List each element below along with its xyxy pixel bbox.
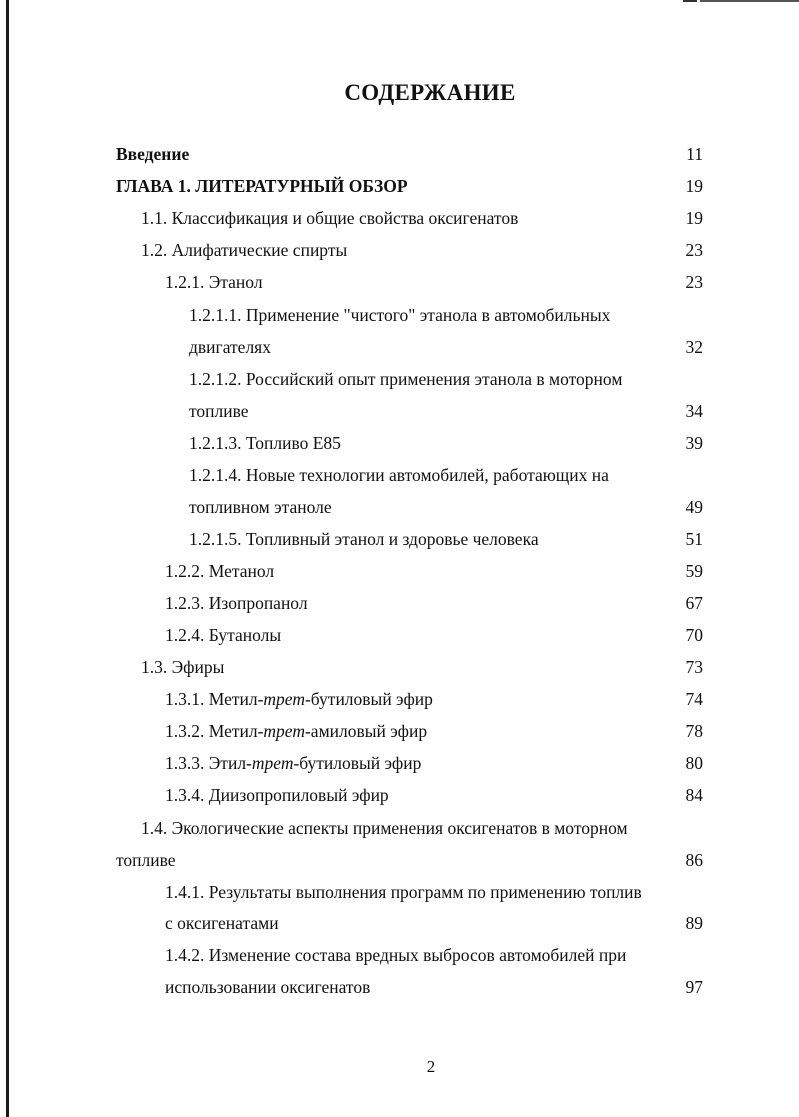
toc-entry-text: 1.2.1.3. Топливо Е85 — [189, 433, 341, 453]
toc-entry-page: 23 — [685, 272, 703, 292]
toc-entry-page: 80 — [685, 753, 703, 773]
toc-entry-text: 1.3.3. Этил-трет-бутиловый эфир — [165, 753, 422, 773]
toc-entry-page: 39 — [685, 433, 703, 453]
toc-entry-page: 49 — [685, 497, 703, 517]
toc-entry-text: 1.3.1. Метил-трет-бутиловый эфир — [165, 689, 433, 709]
toc-entry-page: 51 — [685, 529, 703, 549]
toc-entry-text: 1.2.2. Метанол — [165, 561, 275, 581]
toc-entry-page: 74 — [685, 689, 703, 709]
italic-term: трет — [263, 689, 305, 709]
toc-entry-text-continued: с оксигенатами — [165, 913, 279, 933]
toc-entry-text: 1.2.1.1. Применение "чистого" этанола в автомобильных — [189, 305, 611, 325]
toc-entry-page: 67 — [685, 593, 703, 613]
toc-entry-text-continued: использовании оксигенатов — [165, 977, 371, 997]
toc-entry-text: 1.4.2. Изменение состава вредных выбросов автомобилей при — [165, 945, 627, 965]
toc-entry-text: 1.2.1. Этанол — [165, 272, 263, 292]
toc-entry-page: 34 — [685, 401, 703, 421]
toc-entry-text-continued: топливном этаноле — [189, 497, 332, 517]
toc-entry-text: 1.4.1. Результаты выполнения программ по применению топлив — [165, 882, 642, 902]
toc-entry-page: 70 — [685, 625, 703, 645]
toc-entry-page: 84 — [685, 785, 703, 805]
toc-entry-text-continued: топливе — [116, 850, 176, 870]
toc-entry-page: 59 — [685, 561, 703, 581]
toc-entry-text: 1.4. Экологические аспекты применения оксигенатов в моторном — [141, 818, 628, 838]
toc-entry-page: 32 — [685, 337, 703, 357]
toc-entry-page: 19 — [685, 176, 703, 196]
toc-entry-text: ГЛАВА 1. ЛИТЕРАТУРНЫЙ ОБЗОР — [116, 176, 408, 196]
italic-term: трет — [263, 721, 305, 741]
toc-entry-page: 78 — [685, 721, 703, 741]
page-number: 2 — [426, 1057, 436, 1076]
italic-term: трет — [251, 753, 294, 773]
toc-entry-text: 1.1. Классификация и общие свойства оксигенатов — [141, 208, 519, 228]
toc-entry-text: 1.2.1.4. Новые технологии автомобилей, работающих на — [189, 465, 609, 485]
toc-entry-page: 19 — [685, 208, 703, 228]
toc-entry-text: 1.2. Алифатические спирты — [141, 240, 348, 260]
toc-entry-page: 86 — [685, 850, 703, 870]
toc-entry-text: 1.3.2. Метил-трет-амиловый эфир — [165, 721, 428, 741]
page-title: СОДЕРЖАНИЕ — [344, 80, 516, 105]
toc-entry-page: 23 — [685, 240, 703, 260]
toc-entry-text: 1.2.1.2. Российский опыт применения этанола в моторном — [189, 369, 623, 389]
toc-entry-page: 89 — [685, 913, 703, 933]
toc-entry-text: Введение — [116, 144, 190, 164]
toc-entry-text: 1.2.3. Изопропанол — [165, 593, 308, 613]
toc-entry-text: 1.2.4. Бутанолы — [165, 625, 282, 645]
toc-entry-text: 1.2.1.5. Топливный этанол и здоровье человека — [189, 529, 539, 549]
toc-entry-text-continued: топливе — [189, 401, 249, 421]
toc-entry-page: 97 — [685, 977, 703, 997]
toc-entry-text-continued: двигателях — [189, 337, 271, 357]
toc-entry-page: 11 — [686, 144, 703, 164]
toc-entry-text: 1.3. Эфиры — [141, 657, 225, 677]
toc-entry-page: 73 — [685, 657, 703, 677]
toc-entry-text: 1.3.4. Диизопропиловый эфир — [165, 785, 389, 805]
